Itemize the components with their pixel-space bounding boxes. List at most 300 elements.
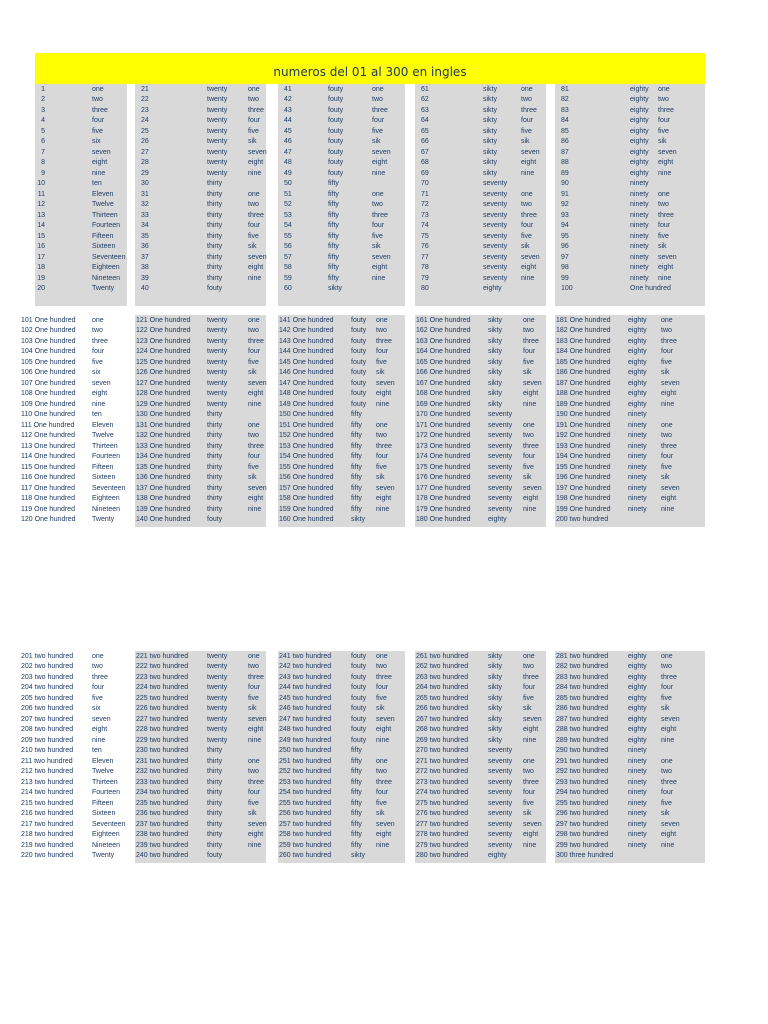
number-cell: 29 (141, 169, 149, 177)
tens-cell: fouty (328, 117, 344, 124)
number-cell: 188 One hundred (556, 390, 611, 397)
number-cell: 159 One hundred (279, 505, 334, 513)
units-cell: two (661, 768, 672, 775)
number-cell: 175 One hundred (416, 463, 471, 471)
units-cell: four (248, 789, 261, 796)
tens-cell: seventy (483, 232, 508, 240)
tens-cell: thirty (207, 778, 223, 786)
number-cell: 257 two hundred (279, 820, 332, 828)
table-row (555, 830, 705, 841)
number-cell: 299 two hundred (556, 841, 609, 849)
number-cell: 204 two hundred (21, 684, 74, 691)
tens-cell: fifty (328, 190, 339, 198)
tens-cell: sikty (488, 705, 502, 712)
tens-cell: fifty (328, 243, 339, 250)
tens-cell: sikty (351, 516, 365, 523)
tens-cell: sikty (488, 673, 502, 681)
table-row (555, 190, 705, 201)
tens-cell: fouty (328, 85, 344, 93)
units-cell: seven (248, 820, 267, 828)
number-cell: 75 (421, 232, 429, 240)
table-row (21, 715, 127, 726)
units-cell: four (661, 684, 674, 691)
column-161 (415, 315, 546, 527)
units-cell: nine (661, 841, 675, 849)
units-cell: one (248, 757, 260, 765)
units-cell: Eighteen (92, 495, 120, 502)
units-cell: sik (248, 810, 257, 817)
tens-cell: eighty (628, 694, 647, 702)
table-row (415, 725, 546, 736)
tens-cell: fifty (351, 768, 362, 775)
units-cell: seven (92, 148, 111, 156)
number-cell: 253 two hundred (279, 778, 332, 786)
table-row (415, 316, 546, 327)
units-cell: sik (376, 705, 385, 712)
number-cell: 193 One hundred (556, 442, 611, 450)
number-cell: 249 two hundred (279, 736, 332, 744)
number-cell: 275 two hundred (416, 799, 469, 807)
number-cell: 298 two hundred (556, 831, 609, 838)
table-row (21, 368, 127, 379)
table-row (278, 431, 405, 442)
tens-cell: fouty (351, 705, 367, 712)
table-row (415, 106, 546, 117)
number-cell: 259 two hundred (279, 841, 332, 849)
units-cell: eight (248, 264, 264, 271)
table-row (278, 463, 405, 474)
tens-cell: eighty (628, 684, 647, 691)
number-cell: 17 (37, 253, 45, 261)
table-row (415, 704, 546, 715)
table-row (278, 494, 405, 505)
tens-cell: fifty (351, 841, 362, 849)
table-row (278, 841, 405, 852)
units-cell: sik (661, 810, 670, 817)
units-cell: three (661, 673, 677, 681)
number-cell: 46 (284, 138, 292, 145)
number-cell: 62 (421, 96, 429, 103)
tens-cell: twenty (207, 169, 228, 177)
table-row (555, 421, 705, 432)
number-cell: 284 two hundred (556, 684, 609, 691)
units-cell: eight (248, 495, 264, 502)
number-cell: 15 (37, 232, 45, 240)
units-cell: eight (661, 831, 677, 838)
units-cell: one (376, 652, 388, 660)
number-cell: 185 One hundred (556, 358, 611, 366)
tens-cell: eighty (628, 358, 647, 366)
tens-cell: fouty (351, 348, 367, 355)
tens-cell: ninety (630, 243, 649, 250)
table-row (35, 116, 127, 127)
number-cell: 120 One hundred (21, 516, 76, 523)
number-cell: 142 One hundred (279, 327, 334, 334)
units-cell: sik (376, 369, 385, 376)
number-cell: 217 two hundred (21, 820, 74, 828)
units-cell: eight (523, 495, 539, 502)
units-cell: three (248, 778, 264, 786)
units-cell: one (248, 421, 260, 429)
units-cell: Thirteen (92, 778, 118, 786)
table-row (135, 662, 266, 673)
tens-cell: fifty (328, 264, 339, 271)
number-cell: 80 (421, 285, 429, 292)
table-row (555, 137, 705, 148)
table-row (21, 673, 127, 684)
tens-cell: fouty (351, 694, 367, 702)
table-row (415, 841, 546, 852)
number-cell: 254 two hundred (279, 789, 332, 796)
number-cell: 270 two hundred (416, 747, 469, 754)
units-cell: six (92, 369, 101, 376)
number-cell: 248 two hundred (279, 726, 332, 733)
tens-cell: ninety (628, 810, 647, 817)
number-cell: 139 One hundred (136, 505, 191, 513)
units-cell: three (376, 442, 392, 450)
table-row (35, 211, 127, 222)
table-row (555, 221, 705, 232)
tens-cell: eighty (628, 316, 647, 324)
number-cell: 67 (421, 148, 429, 156)
tens-cell: fouty (351, 726, 367, 733)
table-row (278, 484, 405, 495)
table-row (21, 788, 127, 799)
tens-cell: seventy (483, 201, 508, 208)
units-cell: nine (92, 169, 106, 177)
tens-cell: thirty (207, 747, 223, 754)
table-row (415, 326, 546, 337)
table-row (278, 830, 405, 841)
number-cell: 94 (561, 222, 569, 229)
tens-cell: thirty (207, 789, 223, 796)
table-row (555, 274, 705, 285)
table-row (415, 463, 546, 474)
number-cell: 260 two hundred (279, 852, 332, 859)
units-cell: sik (523, 369, 532, 376)
units-cell: six (92, 138, 101, 145)
number-cell: 172 One hundred (416, 432, 471, 439)
number-cell: 100 (561, 285, 573, 292)
table-row (21, 337, 127, 348)
tens-cell: fifty (351, 810, 362, 817)
table-row (21, 379, 127, 390)
tens-cell: seventy (488, 453, 513, 460)
tens-cell: ninety (628, 757, 647, 765)
units-cell: seven (248, 715, 267, 723)
table-row (415, 494, 546, 505)
number-cell: 269 two hundred (416, 736, 469, 744)
units-cell: nine (92, 400, 106, 408)
number-cell: 51 (284, 190, 292, 198)
tens-cell: eighty (628, 327, 647, 334)
tens-cell: seventy (488, 831, 513, 838)
table-row (415, 400, 546, 411)
number-cell: 241 two hundred (279, 652, 332, 660)
column-81 (555, 84, 705, 306)
table-row (415, 274, 546, 285)
tens-cell: eighty (630, 138, 649, 145)
column-21 (135, 84, 266, 306)
number-cell: 232 two hundred (136, 768, 189, 775)
table-row (278, 694, 405, 705)
table-row (555, 368, 705, 379)
units-cell: sik (248, 243, 257, 250)
number-cell: 168 One hundred (416, 390, 471, 397)
table-row (415, 442, 546, 453)
table-row (278, 116, 405, 127)
units-cell: Seventeen (92, 484, 126, 492)
tens-cell: fouty (328, 148, 344, 156)
number-cell: 264 two hundred (416, 684, 469, 691)
units-cell: four (661, 453, 674, 460)
tens-cell: ninety (628, 463, 647, 471)
tens-cell: twenty (207, 106, 228, 114)
number-cell: 61 (421, 85, 429, 93)
table-row (21, 767, 127, 778)
table-row (555, 694, 705, 705)
tens-cell: fouty (207, 285, 223, 292)
units-cell: four (521, 117, 534, 124)
tens-cell: seventy (488, 411, 513, 418)
tens-cell: thirty (207, 820, 223, 828)
tens-cell: fifty (351, 411, 362, 418)
number-cell: 49 (284, 169, 292, 177)
number-cell: 113 One hundred (21, 442, 75, 450)
number-cell: 98 (561, 264, 569, 271)
table-row (278, 442, 405, 453)
tens-cell: twenty (207, 694, 228, 702)
table-block-1-100 (35, 84, 705, 306)
units-cell: two (523, 663, 534, 670)
column-141 (278, 315, 405, 527)
column-201 (21, 651, 127, 863)
table-row (278, 190, 405, 201)
units-cell: one (661, 316, 673, 324)
number-cell: 99 (561, 274, 569, 282)
tens-cell: thirty (207, 768, 223, 775)
tens-cell: seventy (488, 747, 513, 754)
table-row (415, 379, 546, 390)
table-row (135, 778, 266, 789)
number-cell: 251 two hundred (279, 757, 332, 765)
number-cell: 48 (284, 159, 292, 166)
number-cell: 11 (37, 190, 45, 198)
tens-cell: fouty (351, 663, 367, 670)
table-row (415, 190, 546, 201)
units-cell: one (521, 190, 533, 198)
units-cell: five (658, 232, 669, 240)
units-cell: sik (372, 243, 381, 250)
units-cell: eight (523, 726, 539, 733)
number-cell: 127 One hundred (136, 379, 191, 387)
tens-cell: fouty (351, 715, 367, 723)
number-cell: 129 One hundred (136, 400, 191, 408)
number-cell: 68 (421, 159, 429, 166)
table-row (21, 442, 127, 453)
tens-cell: twenty (207, 673, 228, 681)
table-row (415, 421, 546, 432)
number-cell: 71 (421, 190, 429, 198)
table-row (278, 662, 405, 673)
number-cell: 24 (141, 117, 149, 124)
table-row (278, 389, 405, 400)
number-cell: 281 two hundred (556, 652, 609, 660)
number-cell: 162 One hundred (416, 327, 471, 334)
units-cell: two (376, 432, 387, 439)
number-cell: 37 (141, 253, 149, 261)
units-cell: four (248, 453, 261, 460)
tens-cell: seventy (488, 474, 513, 481)
tens-cell: seventy (483, 264, 508, 271)
number-cell: 87 (561, 148, 569, 156)
tens-cell: seventy (483, 274, 508, 282)
number-cell: 288 two hundred (556, 726, 609, 733)
tens-cell: sikty (488, 736, 502, 744)
table-row (135, 442, 266, 453)
number-cell: 163 One hundred (416, 337, 471, 345)
tens-cell: ninety (630, 232, 649, 240)
number-cell: 237 two hundred (136, 820, 189, 828)
tens-cell: thirty (207, 201, 223, 208)
tens-cell: twenty (207, 316, 228, 324)
units-cell: four (92, 348, 105, 355)
table-row (555, 179, 705, 190)
number-cell: 200 two hundred (556, 516, 609, 523)
number-cell: 20 (37, 285, 45, 292)
units-cell: two (92, 327, 103, 334)
units-cell: seven (523, 715, 542, 723)
table-row (21, 736, 127, 747)
units-cell: four (521, 222, 534, 229)
number-cell: 150 One hundred (279, 411, 334, 418)
units-cell: seven (376, 820, 395, 828)
tens-cell: twenty (207, 369, 228, 376)
number-cell: 60 (284, 285, 292, 292)
tens-cell: fifty (351, 432, 362, 439)
number-cell: 160 One hundred (279, 516, 334, 523)
table-row (21, 515, 127, 526)
table-row (21, 347, 127, 358)
tens-cell: sikty (483, 106, 497, 114)
number-cell: 221 two hundred (136, 652, 189, 660)
tens-cell: thirty (207, 810, 223, 817)
table-row (135, 431, 266, 442)
tens-cell: ninety (628, 442, 647, 450)
tens-cell: thirty (207, 243, 223, 250)
tens-cell: fouty (351, 379, 367, 387)
units-cell: one (661, 757, 673, 765)
number-cell: 88 (561, 159, 569, 166)
tens-cell: fifty (328, 211, 339, 219)
number-cell: 219 two hundred (21, 841, 74, 849)
table-row (555, 473, 705, 484)
tens-cell: sikty (488, 390, 502, 397)
units-cell: seven (92, 379, 111, 387)
number-cell: 210 two hundred (21, 747, 74, 754)
table-row (278, 211, 405, 222)
units-cell: eight (92, 390, 108, 397)
number-cell: 184 One hundred (556, 348, 611, 355)
table-row (21, 820, 127, 831)
table-row (21, 725, 127, 736)
table-row (278, 809, 405, 820)
number-cell: 22 (141, 96, 149, 103)
tens-cell: fouty (351, 652, 367, 660)
column-241 (278, 651, 405, 863)
units-cell: four (523, 684, 536, 691)
tens-cell: fifty (351, 463, 362, 471)
units-cell: two (661, 327, 672, 334)
units-cell: one (523, 757, 535, 765)
number-cell: 203 two hundred (21, 673, 74, 681)
units-cell: seven (376, 379, 395, 387)
number-cell: 63 (421, 106, 429, 114)
units-cell: one (376, 757, 388, 765)
number-cell: 116 One hundred (21, 474, 75, 481)
number-cell: 155 One hundred (279, 463, 334, 471)
units-cell: five (248, 694, 259, 702)
tens-cell: twenty (207, 96, 228, 103)
tens-cell: fouty (351, 400, 367, 408)
units-cell: four (658, 222, 671, 229)
table-row (555, 389, 705, 400)
number-cell: 265 two hundred (416, 694, 469, 702)
number-cell: 114 One hundred (21, 453, 75, 460)
table-row (135, 683, 266, 694)
units-cell: ten (92, 747, 102, 754)
table-row (278, 148, 405, 159)
tens-cell: sikty (483, 127, 497, 135)
column-121 (135, 315, 266, 527)
tens-cell: seventy (488, 841, 513, 849)
units-cell: five (661, 358, 672, 366)
table-row (555, 484, 705, 495)
tens-cell: sikty (483, 159, 497, 166)
table-row (135, 809, 266, 820)
tens-cell: thirty (207, 453, 223, 460)
table-row (278, 242, 405, 253)
units-cell: two (523, 327, 534, 334)
number-cell: 41 (284, 85, 292, 93)
tens-cell: seventy (483, 253, 508, 261)
units-cell: nine (376, 841, 390, 849)
units-cell: nine (248, 736, 262, 744)
table-row (415, 767, 546, 778)
table-row (415, 169, 546, 180)
number-cell: 201 two hundred (21, 652, 74, 660)
table-row (415, 757, 546, 768)
table-row (135, 830, 266, 841)
number-cell: 57 (284, 253, 292, 261)
table-row (21, 799, 127, 810)
number-cell: 171 One hundred (416, 421, 471, 429)
tens-cell: sikty (488, 694, 502, 702)
number-cell: 59 (284, 274, 292, 282)
units-cell: seven (92, 715, 111, 723)
number-cell: 117 One hundred (21, 484, 75, 492)
table-row (278, 683, 405, 694)
table-row (555, 316, 705, 327)
tens-cell: eighty (630, 127, 649, 135)
tens-cell: ninety (628, 778, 647, 786)
table-row (415, 673, 546, 684)
table-row (555, 85, 705, 96)
number-cell: 209 two hundred (21, 736, 74, 744)
table-row (35, 148, 127, 159)
number-cell: 12 (37, 201, 45, 208)
number-cell: 226 two hundred (136, 705, 189, 712)
